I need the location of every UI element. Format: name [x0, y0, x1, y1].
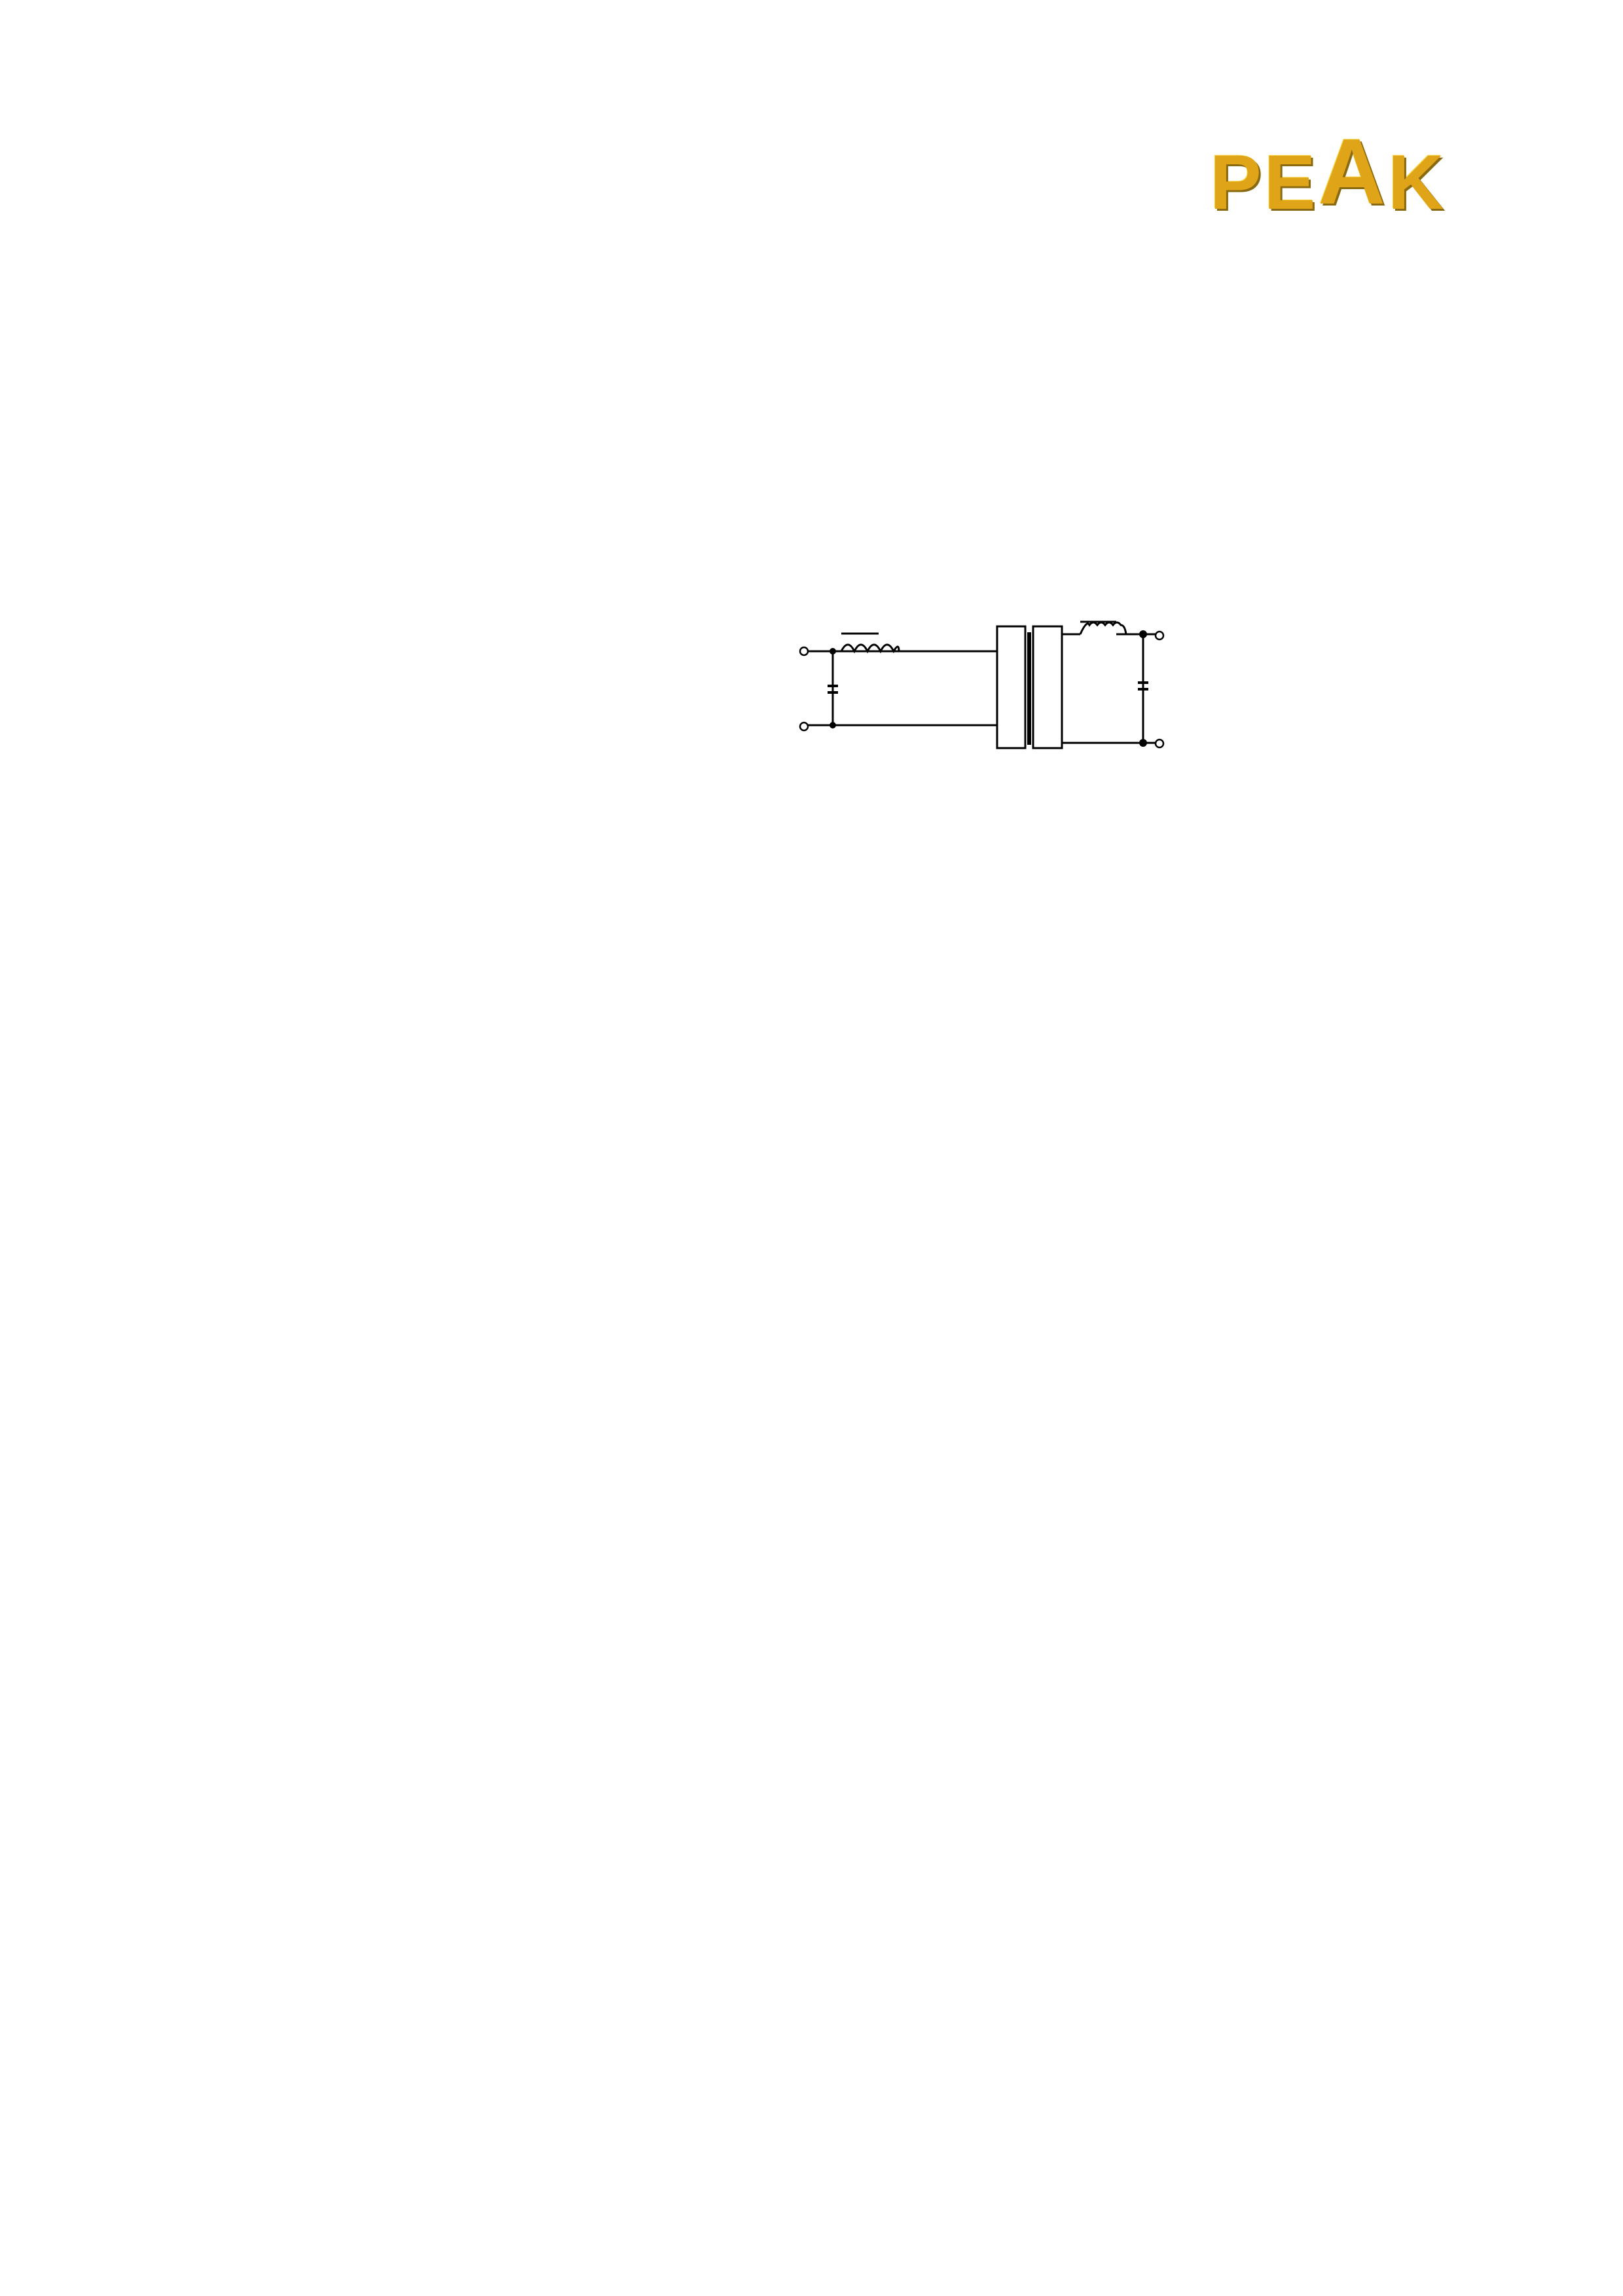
lc-filter-circuit-diagram — [759, 563, 1440, 772]
logo-brand: PEAK — [1210, 120, 1447, 226]
peak-logo — [1203, 120, 1478, 242]
